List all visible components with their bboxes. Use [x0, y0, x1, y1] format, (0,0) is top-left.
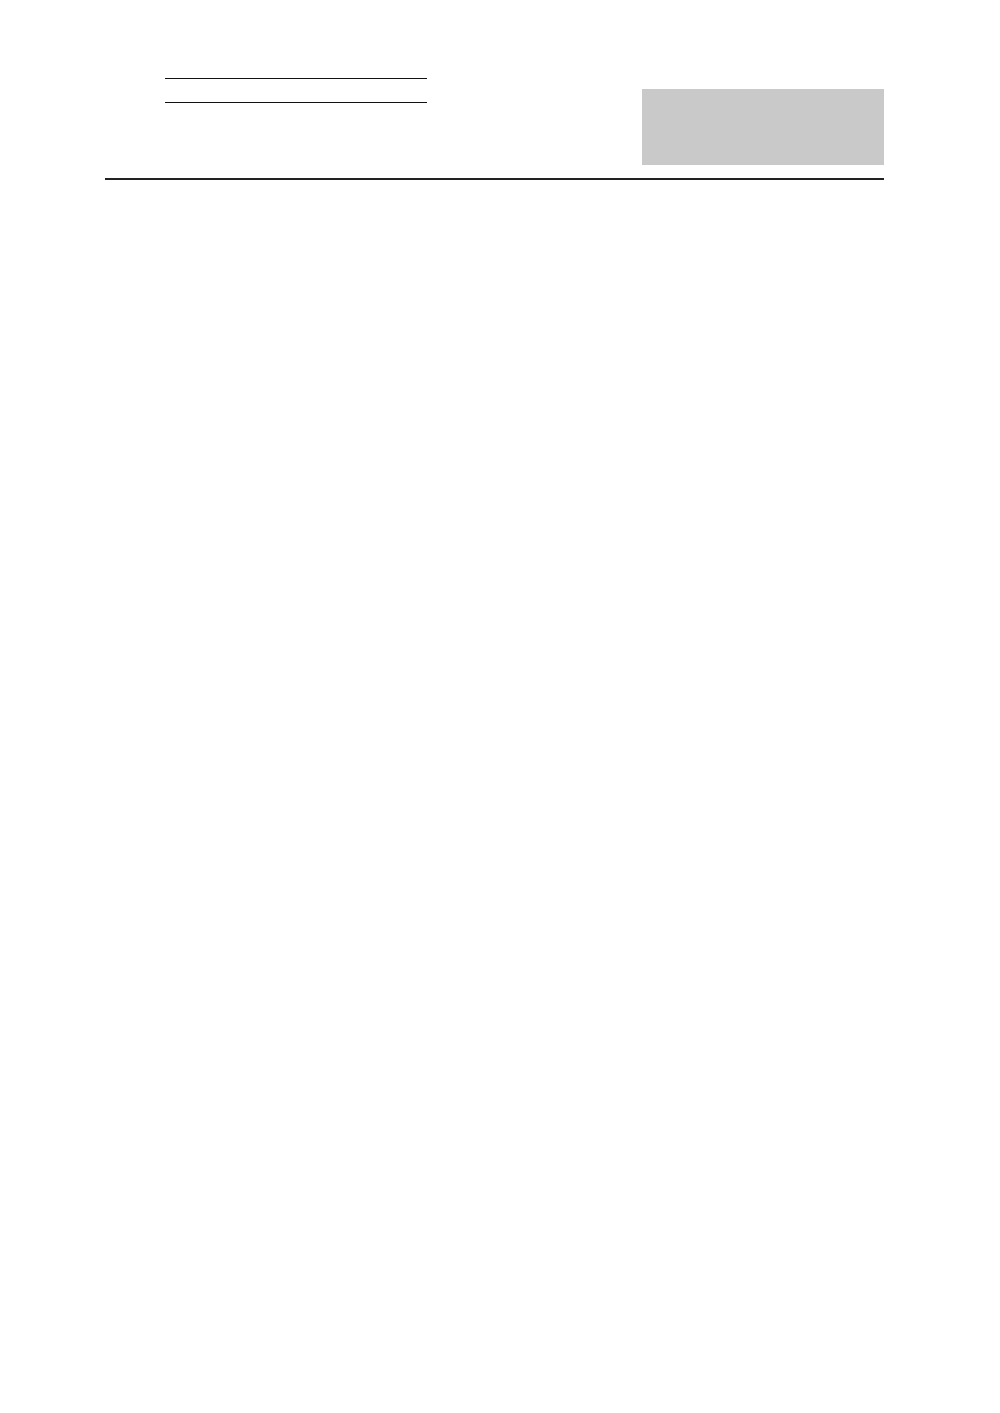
- name-row: [107, 64, 427, 84]
- class-field[interactable]: [165, 88, 427, 103]
- class-row: [107, 88, 427, 108]
- section3-heading: [107, 989, 131, 1010]
- name-field[interactable]: [165, 64, 427, 79]
- section2-heading: [107, 214, 131, 235]
- brand-logo: [642, 89, 884, 165]
- header-divider: [105, 178, 884, 180]
